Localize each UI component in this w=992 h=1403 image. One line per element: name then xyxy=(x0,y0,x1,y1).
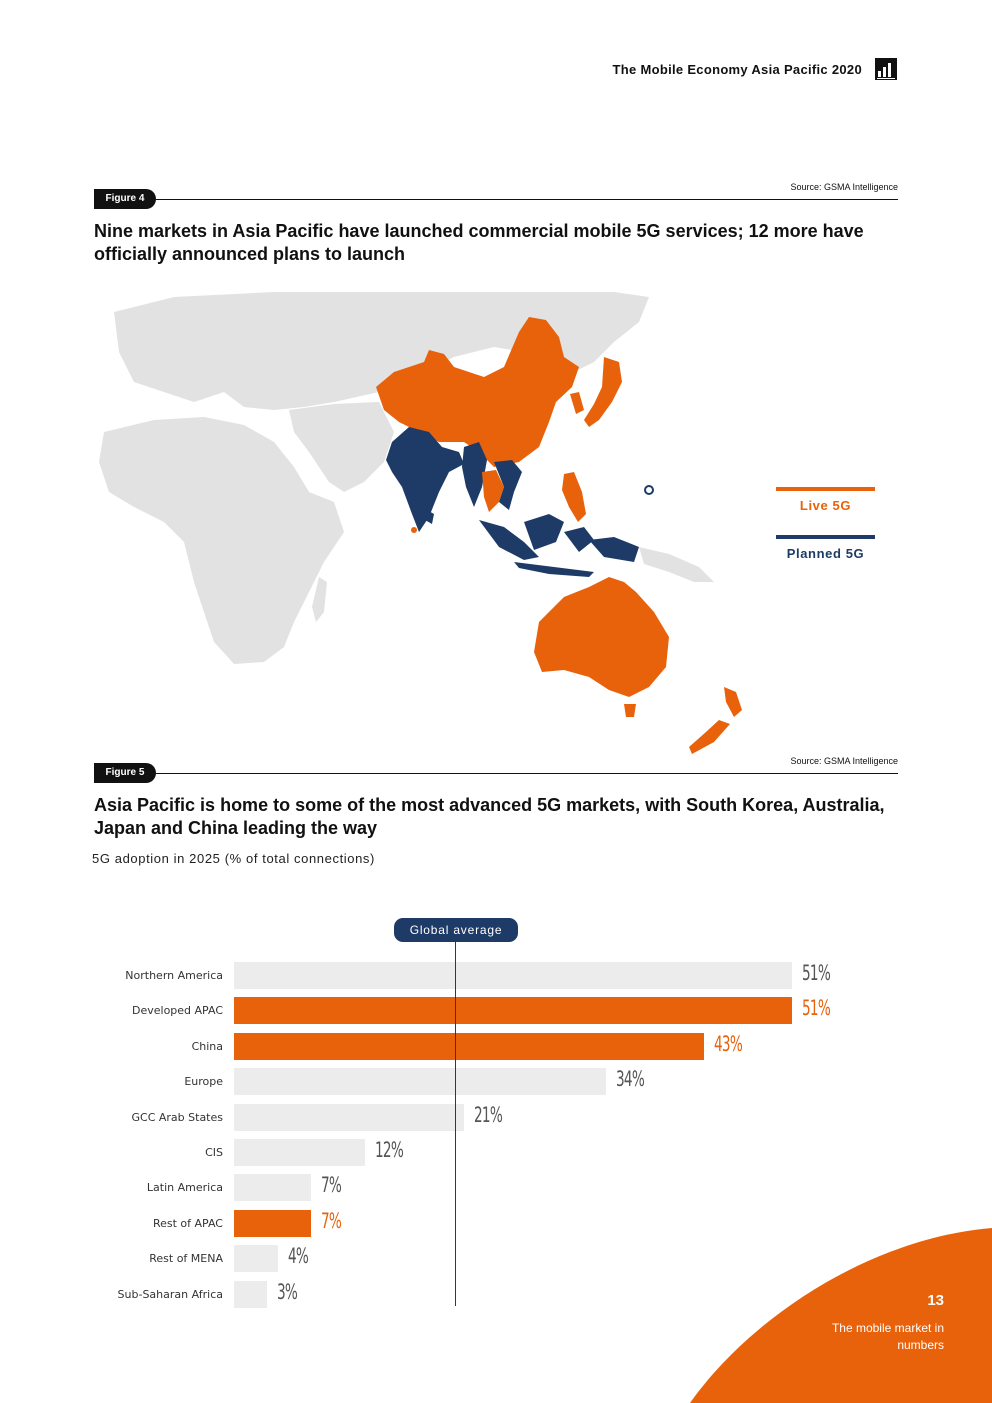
category-label: Developed APAC xyxy=(132,1004,223,1018)
figure-5-source: Source: GSMA Intelligence xyxy=(790,756,898,766)
category-label: Northern America xyxy=(125,969,223,982)
value-label: 43% xyxy=(714,1031,743,1056)
category-label: CIS xyxy=(205,1146,223,1159)
category-label: Europe xyxy=(184,1075,223,1089)
legend-live-5g xyxy=(776,487,875,513)
value-label: 34% xyxy=(616,1067,645,1092)
figure-4-rule xyxy=(156,199,898,200)
figure-5-title: Asia Pacific is home to some of the most advanced 5G markets, with South Korea, Australia, Japan and China leading the way xyxy=(94,795,885,838)
figure-5-rule xyxy=(156,773,898,774)
bar xyxy=(234,1033,704,1060)
bar xyxy=(234,1104,464,1131)
category-label: Rest of APAC xyxy=(152,1216,223,1230)
bar xyxy=(234,1068,606,1095)
legend-planned-5g-label: Planned 5G xyxy=(786,546,865,561)
page-number: 13 xyxy=(927,1292,944,1309)
category-label: Sub-Saharan Africa xyxy=(117,1287,223,1301)
category-label: GCC Arab States xyxy=(131,1110,223,1124)
bar xyxy=(234,962,792,989)
global-average-line xyxy=(455,942,456,1306)
global-average-label: Global average xyxy=(394,918,518,942)
legend-planned-5g-swatch xyxy=(776,535,875,539)
category-label: China xyxy=(191,1039,223,1053)
value-label: 12% xyxy=(375,1138,404,1162)
value-label: 3% xyxy=(276,1279,297,1304)
value-label: 51% xyxy=(802,961,831,985)
bar xyxy=(234,997,792,1024)
figure-4-badge: Figure 4 xyxy=(94,189,156,209)
bar xyxy=(234,1281,267,1308)
map-indonesia xyxy=(479,514,639,577)
value-label: 21% xyxy=(473,1102,502,1127)
map-japan xyxy=(584,357,622,427)
chart-subtitle: 5G adoption in 2025 (% of total connections) xyxy=(92,851,375,866)
report-logo-icon xyxy=(875,58,897,80)
value-label: 7% xyxy=(320,1208,341,1233)
legend-live-5g-label: Live 5G xyxy=(799,498,852,513)
section-name: The mobile market in numbers xyxy=(831,1321,944,1352)
map-new-zealand xyxy=(689,687,742,754)
map-micronesia xyxy=(645,486,653,494)
bar xyxy=(234,1139,365,1166)
map-tasmania xyxy=(624,704,636,717)
footer-corner-shape xyxy=(690,1228,992,1403)
asia-pacific-map xyxy=(94,292,774,782)
map-pacific-islands xyxy=(639,547,714,582)
map-madagascar xyxy=(312,577,327,622)
map-australia xyxy=(534,577,669,697)
bar xyxy=(234,1174,311,1201)
category-label: Latin America xyxy=(146,1181,223,1195)
map-india xyxy=(386,427,464,532)
figure-5-badge: Figure 5 xyxy=(94,763,156,783)
legend-live-5g-swatch xyxy=(776,487,875,491)
category-label: Rest of MENA xyxy=(149,1252,223,1266)
bar xyxy=(234,1245,278,1272)
map-korea xyxy=(570,392,584,414)
map-africa xyxy=(99,417,344,664)
value-label: 4% xyxy=(287,1244,308,1269)
value-label: 51% xyxy=(802,996,831,1021)
value-label: 7% xyxy=(320,1173,341,1198)
header-title: The Mobile Economy Asia Pacific 2020 xyxy=(612,62,862,77)
map-maldives xyxy=(411,527,417,533)
map-philippines xyxy=(562,472,586,522)
figure-4-title: Nine markets in Asia Pacific have launched commercial mobile 5G services; 12 more have officially announced plans to launch xyxy=(94,221,864,264)
map-middle-east xyxy=(289,402,394,492)
legend-planned-5g xyxy=(776,535,875,561)
bar xyxy=(234,1210,311,1237)
figure-4-source: Source: GSMA Intelligence xyxy=(790,182,898,192)
